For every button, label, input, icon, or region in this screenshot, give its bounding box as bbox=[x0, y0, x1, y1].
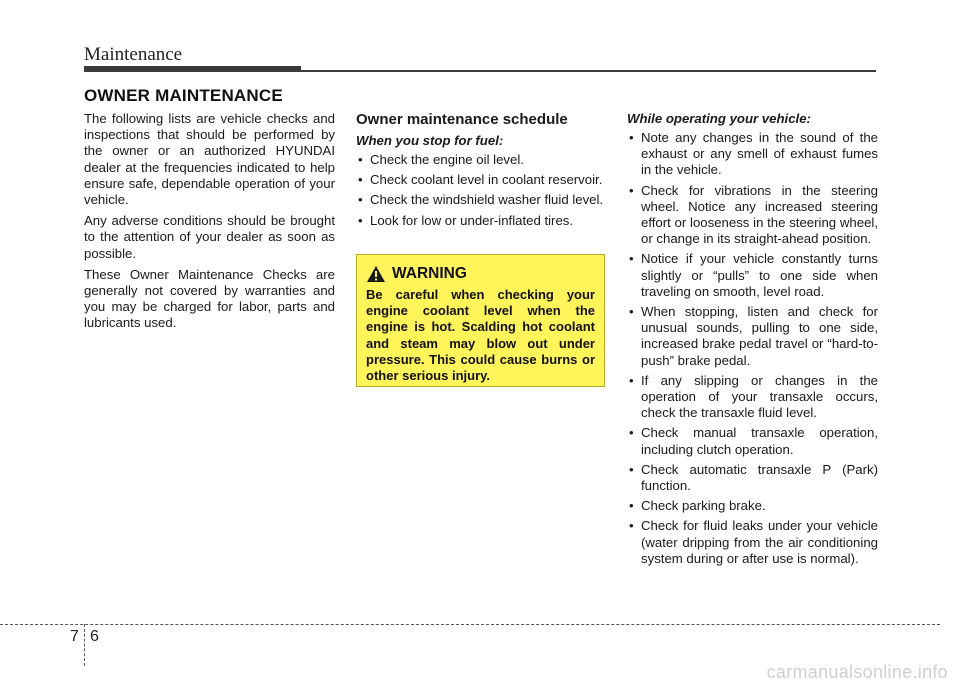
operating-list bbox=[627, 130, 878, 567]
warning-triangle-icon bbox=[366, 265, 386, 283]
intro-paragraph: Any adverse conditions should be brought to the attention of your dealer as soon as possible. bbox=[84, 213, 335, 261]
intro-paragraph: The following lists are vehicle checks and inspections that should be performed by the owner or an authorized HYUNDAI dealer at the frequencies indicated to help ensure safe, dependable operation of your vehicle. bbox=[84, 111, 335, 208]
operating-column bbox=[627, 111, 878, 571]
schedule-column bbox=[356, 111, 607, 233]
list-item: • If any slipping or changes in the operation of your transaxle occurs, check the transaxle fluid level. bbox=[629, 372, 878, 421]
section-header-title: Maintenance bbox=[84, 44, 183, 65]
chapter-number: 7 bbox=[70, 628, 79, 645]
list-item: • Notice if your vehicle constantly turns slightly or “pulls” to one side when traveling on smooth, level road. bbox=[629, 251, 878, 299]
page-heading: OWNER MAINTENANCE bbox=[84, 86, 283, 105]
warning-header bbox=[366, 265, 595, 283]
list-item: • Check automatic transaxle P (Park) function. bbox=[629, 461, 878, 494]
list-item: • Check for vibrations in the steering wheel. Notice any increased steering effort or looseness in the steering wheel, or change in its straight-ahead position. bbox=[629, 182, 878, 247]
footer-dashed-rule bbox=[0, 624, 940, 625]
operating-title: While operating your vehicle: bbox=[627, 111, 811, 126]
list-item: • Check coolant level in coolant reservoir. bbox=[358, 172, 603, 188]
list-item: • Check manual transaxle operation, including clutch operation. bbox=[629, 425, 878, 457]
list-item: • Check parking brake. bbox=[629, 498, 766, 514]
intro-column bbox=[84, 111, 335, 337]
list-item: • Check for fluid leaks under your vehicle (water dripping from the air conditioning system during or after use is normal). bbox=[629, 518, 878, 566]
page-number: 6 bbox=[90, 628, 99, 645]
list-item: • Note any changes in the sound of the exhaust or any smell of exhaust fumes in the vehicle. bbox=[629, 130, 878, 178]
warning-box bbox=[356, 254, 605, 387]
list-item: • When stopping, listen and check for unusual sounds, pulling to one side, increased brake pedal travel or “hard-to-push” brake pedal. bbox=[629, 304, 878, 368]
fuel-stop-title: When you stop for fuel: bbox=[356, 133, 504, 148]
list-item: • Check the engine oil level. bbox=[358, 152, 524, 167]
list-item: • Check the windshield washer fluid level. bbox=[358, 192, 604, 208]
fuel-stop-list bbox=[356, 152, 607, 229]
schedule-title: Owner maintenance schedule bbox=[356, 111, 568, 128]
watermark: carmanualsonline.info bbox=[766, 662, 948, 682]
footer-dashed-divider bbox=[84, 624, 85, 666]
header-rule-line bbox=[301, 70, 876, 72]
header-rule-bar bbox=[84, 66, 301, 72]
warning-text: Be careful when checking your engine coolant level when the engine is hot. Scalding hot coolant and steam may blow out under pressure. This could cause burns or other serious injury. bbox=[366, 287, 595, 384]
list-item: • Look for low or under-inflated tires. bbox=[358, 212, 574, 228]
intro-paragraph: These Owner Maintenance Checks are generally not covered by warranties and you may be charged for labor, parts and lubricants used. bbox=[84, 266, 335, 331]
warning-title: WARNING bbox=[392, 265, 467, 282]
